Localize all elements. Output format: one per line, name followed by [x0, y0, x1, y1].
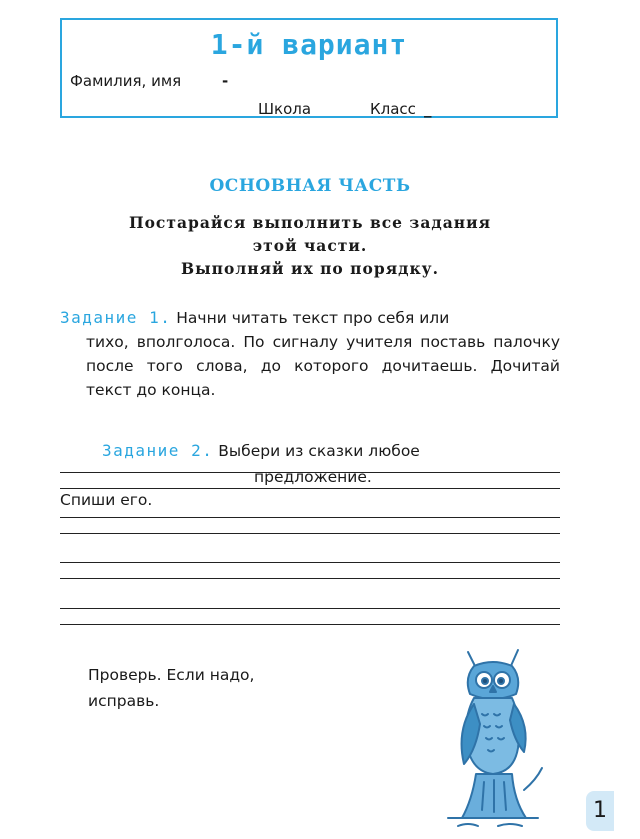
task-2-text-first: Выбери из сказки любое — [218, 442, 420, 460]
class-field[interactable]: _ — [424, 100, 432, 118]
answer-line[interactable] — [60, 488, 560, 489]
surname-field[interactable]: - — [222, 72, 229, 90]
task-1-text-first: Начни читать текст про себя или — [176, 309, 450, 327]
section-title: ОСНОВНАЯ ЧАСТЬ — [209, 176, 411, 196]
answer-line[interactable] — [60, 533, 560, 534]
answer-line[interactable] — [60, 578, 560, 579]
page-number: 1 — [586, 791, 614, 831]
check-line-2: исправь. — [88, 692, 160, 710]
answer-line[interactable] — [60, 562, 560, 563]
instruction-line-1: Постарайся выполнить все задания — [128, 213, 492, 232]
task-1-text-rest: тихо, вполголоса. По сигналу учителя поставь палочку после того слова, до которого дочитаешь. Дочитай текст до конца. — [86, 333, 560, 399]
answer-line[interactable] — [60, 608, 560, 609]
task-2 — [102, 441, 420, 460]
surname-label: Фамилия, имя — [70, 72, 182, 90]
check-instruction — [88, 662, 254, 714]
class-label: Класс — [370, 100, 416, 118]
task-2-label: Задание 2. — [102, 441, 214, 460]
task-1-label: Задание 1. — [60, 308, 172, 327]
instruction-line-3: Выполняй их по порядку. — [181, 259, 439, 278]
task-2-text-wrap: предложение. — [254, 468, 372, 486]
owl-icon — [438, 640, 548, 830]
answer-line[interactable] — [60, 624, 560, 625]
check-line-1: Проверь. Если надо, — [88, 666, 255, 684]
answer-line[interactable] — [60, 517, 560, 518]
instruction-line-2: этой части. — [252, 236, 368, 255]
school-label: Школа — [258, 100, 312, 118]
student-info-box — [60, 18, 558, 118]
variant-title: 1-й вариант — [210, 28, 408, 61]
task-1 — [60, 306, 560, 402]
copy-label: Спиши его. — [60, 491, 153, 509]
